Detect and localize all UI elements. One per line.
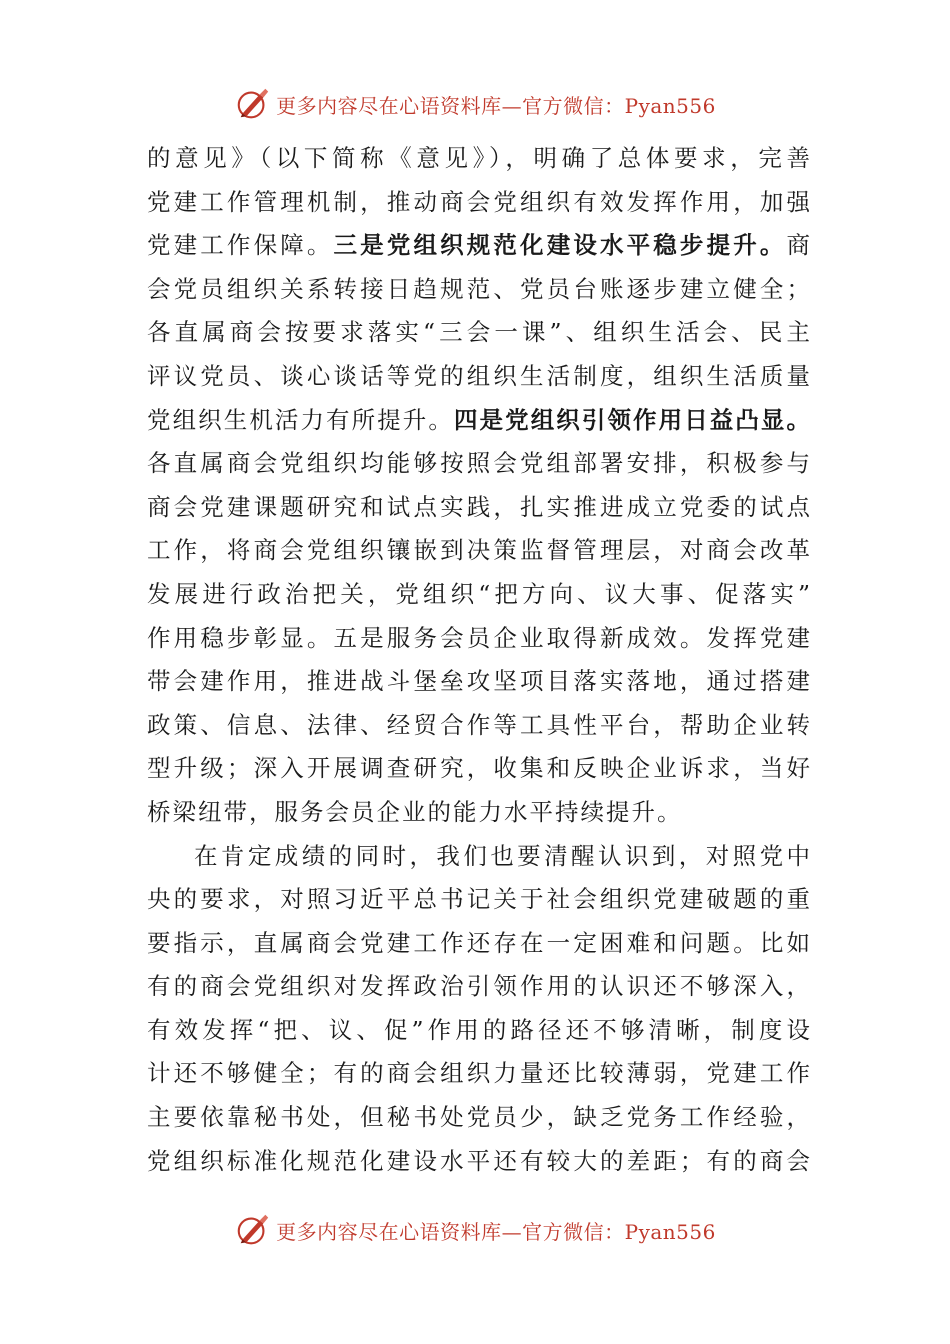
body-line: 各直属商会党组织均能够按照会党组部署安排，积极参与 (147, 449, 812, 478)
body-line: 有效发挥“把、议、促”作用的路径还不够清晰，制度设 (147, 1015, 812, 1044)
pen-logo-icon (234, 85, 272, 123)
body-line: 政策、信息、法律、经贸合作等工具性平台，帮助企业转 (147, 710, 812, 739)
body-line-text: 党组织生机活力有所提升。 (147, 405, 454, 434)
body-line-text: 商 (786, 231, 813, 260)
body-line: 带会建作用，推进战斗堡垒攻坚项目落实落地，通过搭建 (147, 667, 812, 696)
body-line-text: 党建工作保障。 (147, 231, 334, 260)
body-line: 作用稳步彰显。五是服务会员企业取得新成效。发挥党建 (147, 623, 812, 652)
body-line-bold-heading: 三是党组织规范化建设水平稳步提升。 (333, 231, 787, 260)
body-line: 计还不够健全；有的商会组织力量还比较薄弱，党建工作 (147, 1059, 812, 1088)
document-body (147, 137, 812, 1183)
body-line: 的意见》（以下简称《意见》），明确了总体要求，完善 (147, 144, 812, 172)
footer-banner (0, 1208, 950, 1252)
body-line: 党组织标准化规范化建设水平还有较大的差距；有的商会 (147, 1146, 812, 1175)
body-line: 评议党员、谈心谈话等党的组织生活制度，组织生活质量 (147, 361, 812, 390)
body-line-bold-heading: 四是党组织引领作用日益凸显。 (453, 405, 813, 434)
body-line: 有的商会党组织对发挥政治引领作用的认识还不够深入， (147, 972, 812, 1001)
body-line (147, 224, 812, 268)
body-line: 型升级；深入开展调查研究，收集和反映企业诉求，当好 (147, 754, 812, 783)
body-line (147, 399, 812, 443)
body-line: 工作，将商会党组织镶嵌到决策监督管理层，对商会改革 (147, 536, 812, 565)
body-line: 商会党建课题研究和试点实践，扎实推进成立党委的试点 (147, 492, 812, 521)
body-line: 党建工作管理机制，推动商会党组织有效发挥作用，加强 (147, 187, 812, 216)
body-line: 会党员组织关系转接日趋规范、党员台账逐步建立健全； (147, 274, 812, 303)
body-line: 发展进行政治把关，党组织“把方向、议大事、促落实” (147, 579, 812, 608)
body-line: 桥梁纽带，服务会员企业的能力水平持续提升。 (147, 797, 683, 826)
header-banner-text: 更多内容尽在心语资料库—官方微信：Pyan556 (276, 93, 716, 118)
body-line: 在肯定成绩的同时，我们也要清醒认识到，对照党中 (194, 841, 812, 870)
header-banner (0, 82, 950, 126)
footer-banner-text: 更多内容尽在心语资料库—官方微信：Pyan556 (276, 1219, 716, 1244)
body-line: 主要依靠秘书处，但秘书处党员少，缺乏党务工作经验， (147, 1103, 812, 1132)
body-line: 各直属商会按要求落实“三会一课”、组织生活会、民主 (147, 318, 812, 347)
pen-logo-icon (234, 1211, 272, 1249)
body-line: 央的要求，对照习近平总书记关于社会组织党建破题的重 (147, 885, 812, 914)
body-line: 要指示，直属商会党建工作还存在一定困难和问题。比如 (147, 928, 812, 957)
